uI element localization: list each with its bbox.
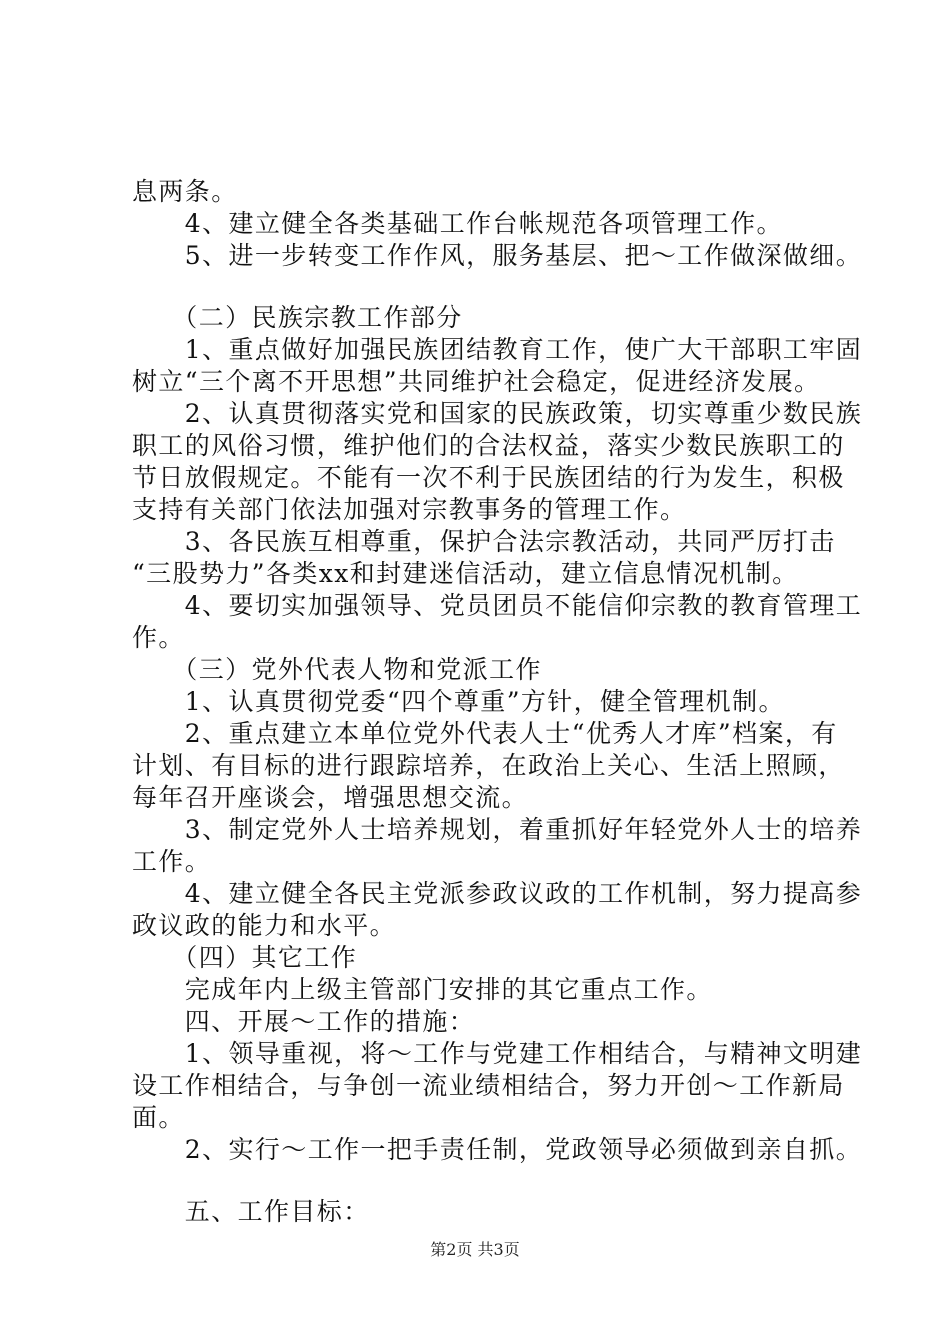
text-line: 1、认真贯彻党委“四个尊重”方针，健全管理机制。 [132,687,785,716]
text-line: 3、各民族互相尊重，保护合法宗教活动，共同严厉打击 [132,527,836,556]
text-line: 4、建立健全各类基础工作台帐规范各项管理工作。 [132,209,783,238]
text-line: 面。 [132,1103,185,1132]
text-line: 2、实行～工作一把手责任制，党政领导必须做到亲自抓。 [132,1135,863,1164]
text-line: 节日放假规定。不能有一次不利于民族团结的行为发生，积极 [132,463,845,492]
text-line: 4、要切实加强领导、党员团员不能信仰宗教的教育管理工 [132,591,863,620]
section-heading: （三）党外代表人物和党派工作 [132,655,542,684]
text-line: 5、进一步转变工作作风，服务基层、把～工作做深做细。 [132,241,863,270]
text-line: 1、重点做好加强民族团结教育工作，使广大干部职工牢固 [132,335,863,364]
text-line: 工作。 [132,847,212,876]
text-line: 2、重点建立本单位党外代表人士“优秀人才库”档案，有 [132,719,838,748]
text-line: 树立“三个离不开思想”共同维护社会稳定，促进经济发展。 [132,367,821,396]
text-line: 政议政的能力和水平。 [132,911,397,940]
text-line: 完成年内上级主管部门安排的其它重点工作。 [132,975,713,1004]
text-line: “三股势力”各类xx和封建迷信活动，建立信息情况机制。 [132,559,799,588]
text-line: 4、建立健全各民主党派参政议政的工作机制，努力提高参 [132,879,863,908]
section-heading: （四）其它工作 [132,943,358,972]
text-line: 每年召开座谈会，增强思想交流。 [132,783,529,812]
text-line: 计划、有目标的进行跟踪培养，在政治上关心、生活上照顾， [132,751,845,780]
text-line: 息两条。 [132,177,238,206]
section-heading: 五、工作目标： [132,1197,370,1226]
text-line: 2、认真贯彻落实党和国家的民族政策，切实尊重少数民族 [132,399,863,428]
text-line: 职工的风俗习惯，维护他们的合法权益，落实少数民族职工的 [132,431,845,460]
page-footer: 第2页 共3页 [430,1240,520,1259]
text-line: 3、制定党外人士培养规划，着重抓好年轻党外人士的培养 [132,815,863,844]
section-heading: 四、开展～工作的措施： [132,1007,476,1036]
text-line: 作。 [132,623,185,652]
text-line: 设工作相结合，与争创一流业绩相结合，努力开创～工作新局 [132,1071,845,1100]
section-heading: （二）民族宗教工作部分 [132,303,463,332]
text-line: 1、领导重视，将～工作与党建工作相结合，与精神文明建 [132,1039,863,1068]
text-line: 支持有关部门依法加强对宗教事务的管理工作。 [132,495,687,524]
